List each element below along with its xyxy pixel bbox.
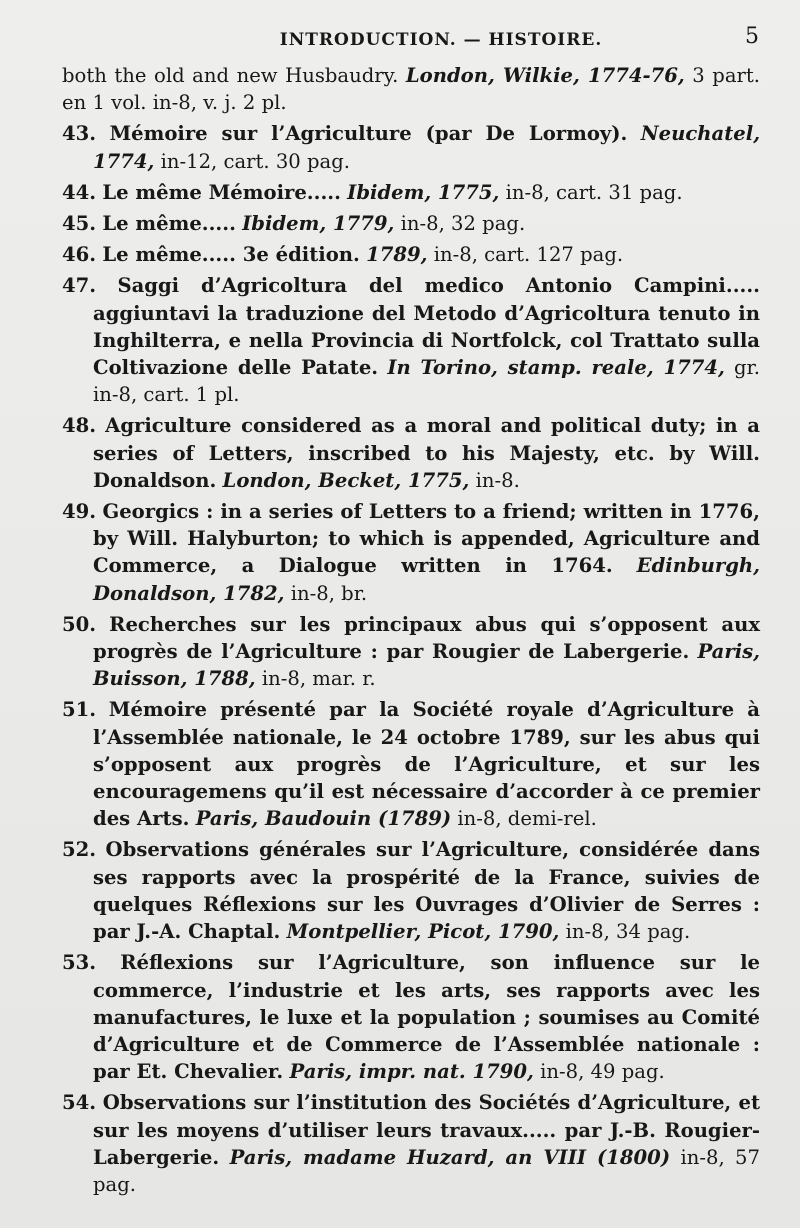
entry-text: Mémoire sur l’Agriculture (par De Lormoy).	[109, 122, 628, 146]
entry-number: 44.	[62, 180, 97, 204]
entry-imprint: Ibidem, 1775,	[347, 180, 500, 204]
entry-imprint: Paris, impr. nat. 1790,	[289, 1060, 534, 1084]
bibliography-list	[62, 120, 760, 1198]
bibliography-entry	[62, 498, 760, 607]
entry-number: 49.	[62, 500, 97, 524]
entry-imprint: Paris, madame Huzard, an VIII (1800)	[229, 1145, 671, 1169]
entry-tail: in-8, demi-rel.	[457, 807, 597, 831]
entry-tail: in-8, 34 pag.	[565, 920, 691, 944]
entry-text: both the old and new Husbaudry.	[62, 64, 399, 87]
entry-imprint: 1789,	[366, 243, 428, 267]
bibliography-entry	[62, 696, 760, 832]
entry-text: Observations générales sur l’Agriculture, considérée dans ses rapports avec la prospérité de la France, suivies de quelques Réflexions sur les Ouvrages d’Olivier de Serres : par J.-A. Chaptal.	[93, 838, 760, 944]
bibliography-entry	[62, 179, 760, 206]
entry-tail: in-8, cart. 31 pag.	[505, 180, 683, 204]
entry-number: 53.	[62, 951, 97, 975]
entry-number: 50.	[62, 612, 97, 636]
entry-tail: in-8, 57 pag.	[93, 1145, 760, 1196]
entry-text: Le même Mémoire.....	[102, 180, 341, 204]
entry-tail: in-8, 32 pag.	[400, 212, 526, 236]
entry-text: Observations sur l’institution des Sociétés d’Agriculture, et sur les moyens d’utiliser leurs travaux..... par J.-B. Rougier-Labergerie.	[93, 1091, 760, 1169]
entry-tail: in-12, cart. 30 pag.	[160, 149, 350, 173]
entry-number: 54.	[62, 1091, 97, 1115]
running-header	[62, 24, 760, 62]
entry-tail: in-8, mar. r.	[261, 667, 376, 691]
entry-imprint: In Torino, stamp. reale, 1774,	[387, 356, 725, 380]
entry-text: Recherches sur les principaux abus qui s’opposent aux progrès de l’Agriculture : par Rougier de Labergerie.	[93, 612, 760, 664]
entry-tail: in-8, 49 pag.	[540, 1060, 665, 1084]
entry-imprint: Paris, Baudouin (1789)	[195, 807, 452, 831]
entry-imprint: Edinburgh, Donaldson, 1782,	[93, 554, 761, 605]
bibliography-entry	[62, 272, 760, 408]
entry-number: 45.	[62, 212, 97, 236]
entry-imprint: Neuchatel, 1774,	[93, 122, 761, 173]
entry-tail: in-8, cart. 127 pag.	[433, 243, 624, 267]
entry-tail: in-8.	[475, 468, 520, 492]
entry-imprint: London, Wilkie, 1774-76,	[405, 64, 685, 87]
bibliography-entry	[62, 120, 760, 174]
entry-number: 43.	[62, 122, 97, 146]
entry-text: Le même..... 3e édition.	[102, 243, 360, 267]
bibliography-entry	[62, 836, 760, 945]
entry-tail: in-8, br.	[290, 581, 368, 605]
page-number: 5	[745, 24, 760, 49]
bibliography-entry	[62, 949, 760, 1085]
entry-text: Mémoire présenté par la Société royale d’Agriculture à l’Assemblée nationale, le 24 octobre 1789, sur les abus qui s’opposent aux progrès de l’Agriculture, et sur les encouragemens qu’il est nécessaire d’accorder à ce premier des Arts.	[93, 698, 760, 831]
entry-tail: 3 part. en 1 vol. in-8, v. j. 2 pl.	[62, 64, 760, 115]
entry-number: 51.	[62, 698, 97, 722]
entry-imprint: Ibidem, 1779,	[242, 212, 395, 236]
entry-tail: gr. in-8, cart. 1 pl.	[93, 356, 760, 407]
entry-imprint: Paris, Buisson, 1788,	[93, 640, 760, 691]
entry-text: Le même.....	[102, 212, 236, 236]
bibliography-entry	[62, 412, 760, 494]
entry-number: 46.	[62, 243, 97, 267]
entry-number: 48.	[62, 414, 97, 438]
entry-text: Agriculture considered as a moral and political duty; in a series of Letters, inscribed to his Majesty, etc. by Will. Donaldson.	[93, 414, 760, 492]
continuation-entry	[62, 62, 760, 116]
bibliography-entry	[62, 241, 760, 268]
bibliography-entry	[62, 210, 760, 237]
entry-text: Georgics : in a series of Letters to a friend; written in 1776, by Will. Halyburton; to which is appended, Agriculture and Commerce, a Dialogue written in 1764.	[93, 500, 760, 578]
bibliography-entry	[62, 611, 760, 693]
entry-text: Saggi d’Agricoltura del medico Antonio Campini..... aggiuntavi la traduzione del Metodo d’Agricoltura tenuto in Inghilterra, e nella Provincia di Nortfolck, col Trattato sulla Coltivazione delle Patate.	[93, 274, 760, 380]
bibliography-entry	[62, 1089, 760, 1198]
entry-text: Réflexions sur l’Agriculture, son influence sur le commerce, l’industrie et les arts, ses rapports avec les manufactures, le luxe et la population ; soumises au Comité d’Agriculture et de Commerce de l’Assemblée nationale : par Et. Chevalier.	[93, 951, 760, 1084]
entry-imprint: Montpellier, Picot, 1790,	[286, 920, 560, 944]
entry-number: 52.	[62, 838, 97, 862]
entry-number: 47.	[62, 274, 97, 298]
running-title: INTRODUCTION. — HISTOIRE.	[279, 30, 603, 50]
entry-imprint: London, Becket, 1775,	[222, 468, 470, 492]
